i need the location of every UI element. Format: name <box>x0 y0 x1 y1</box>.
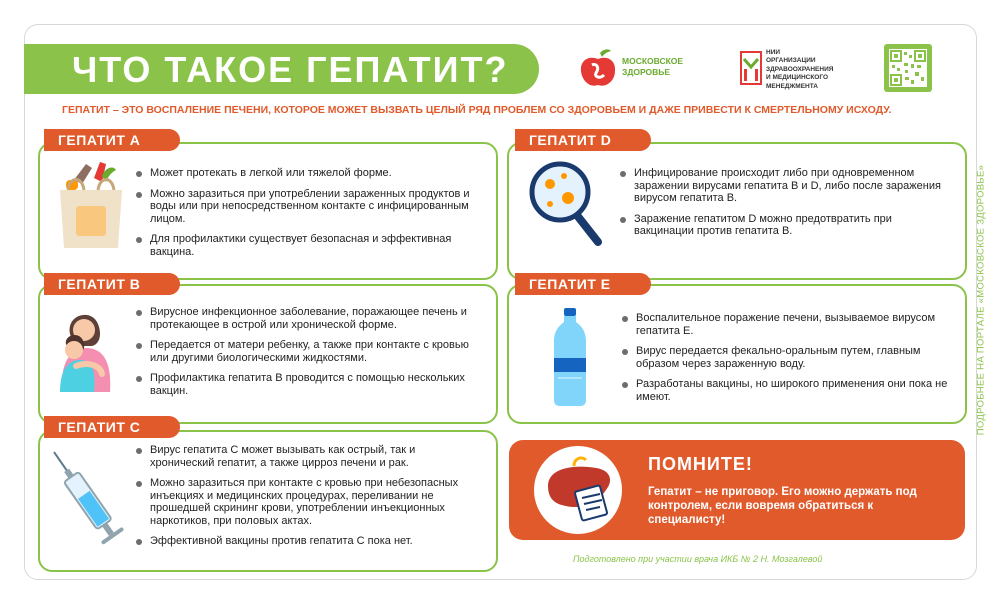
logo-line: ОРГАНИЗАЦИИ <box>766 57 816 65</box>
liver-icon <box>534 446 622 534</box>
list-hepatitis-d <box>620 167 952 246</box>
list-item: Для профилактики существует безопасная и эффективная вакцина. <box>136 233 481 258</box>
moscow-health-logo <box>578 47 708 91</box>
page-subtitle: ГЕПАТИТ – ЭТО ВОСПАЛЕНИЕ ПЕЧЕНИ, КОТОРОЕ МОЖЕТ ВЫЗВАТЬ ЦЕЛЫЙ РЯД ПРОБЛЕМ СО ЗДОРОВЬЕМ И ДАЖЕ ПРИВЕСТИ К СМЕРТЕЛЬНОМУ ИСХОДУ. <box>62 104 892 116</box>
list-item: Вирус передается фекально-оральным путем, главным образом через зараженную воду. <box>622 345 952 370</box>
qr-code-icon <box>889 49 927 87</box>
list-item: Передается от матери ребенку, а также при контакте с кровью или другими биологическими жидкостями. <box>136 339 481 364</box>
side-portal-label: ПОДРОБНЕЕ НА ПОРТАЛЕ «МОСКОВСКОЕ ЗДОРОВЬЕ» <box>975 164 987 436</box>
list-item: Инфицирование происходит либо при одновременном заражении вирусами гепатита В и D, либо после заражения вирусом гепатита В. <box>620 167 952 205</box>
list-hepatitis-c <box>136 444 481 556</box>
tag-hepatitis-a: ГЕПАТИТ А <box>44 129 180 151</box>
qr-code[interactable] <box>884 44 932 92</box>
grocery-bag-icon <box>56 160 126 252</box>
syringe-icon <box>48 448 128 548</box>
list-hepatitis-b <box>136 306 481 405</box>
footer-credit: Подготовлено при участии врача ИКБ № 2 Н. Мозгалевой <box>573 554 823 564</box>
tag-hepatitis-c: ГЕПАТИТ С <box>44 416 180 438</box>
logo-line: ЗДОРОВЬЕ <box>622 67 671 77</box>
list-item: Можно заразиться при употреблении зараженных продуктов и воды или при непосредственном контакте с инфицированным лицом. <box>136 188 481 226</box>
list-item: Вирусное инфекционное заболевание, поражающее печень и протекающее в острой или хронической форме. <box>136 306 481 331</box>
list-item: Может протекать в легкой или тяжелой форме. <box>136 167 481 180</box>
list-hepatitis-a <box>136 167 481 266</box>
logo-line: МОСКОВСКОЕ <box>622 56 684 66</box>
list-item: Разработаны вакцины, но широкого применения они пока не имеют. <box>622 378 952 403</box>
remember-text: Гепатит – не приговор. Его можно держать под контролем, если вовремя обратиться к специалисту! <box>648 486 917 526</box>
remember-title: ПОМНИТЕ! <box>648 454 753 474</box>
logo-line: И МЕДИЦИНСКОГО <box>766 74 829 82</box>
apple-logo-icon <box>578 47 618 91</box>
list-item: Вирус гепатита С может вызывать как острый, так и хронический гепатит, а также цирроз печени и рак. <box>136 444 481 469</box>
list-item: Заражение гепатитом D можно предотвратить при вакцинации против гепатита В. <box>620 213 952 238</box>
tag-hepatitis-e: ГЕПАТИТ Е <box>515 273 651 295</box>
nii-emblem-icon <box>740 51 762 85</box>
water-bottle-icon <box>552 308 588 408</box>
logo-line: ЗДРАВООХРАНЕНИЯ <box>766 65 834 73</box>
list-item: Профилактика гепатита В проводится с помощью нескольких вакцин. <box>136 372 481 397</box>
list-item: Можно заразиться при контакте с кровью при небезопасных инъекциях и медицинских процедурах, переливании не прошедшей скрининг крови, употреблении инъекционных наркотиков, при половых актах. <box>136 477 481 527</box>
liver-illustration <box>534 446 622 534</box>
magnifier-virus-icon <box>526 158 606 250</box>
nii-logo <box>740 47 860 91</box>
logo-line: НИИ <box>766 49 781 56</box>
tag-hepatitis-d: ГЕПАТИТ D <box>515 129 651 151</box>
page-title: ЧТО ТАКОЕ ГЕПАТИТ? <box>72 49 509 90</box>
list-item: Эффективной вакцины против гепатита С пока нет. <box>136 535 481 548</box>
tag-hepatitis-b: ГЕПАТИТ В <box>44 273 180 295</box>
mother-child-icon <box>52 304 122 394</box>
list-hepatitis-e <box>622 312 952 411</box>
logo-line: МЕНЕДЖМЕНТА <box>766 82 818 90</box>
list-item: Воспалительное поражение печени, вызываемое вирусом гепатита Е. <box>622 312 952 337</box>
